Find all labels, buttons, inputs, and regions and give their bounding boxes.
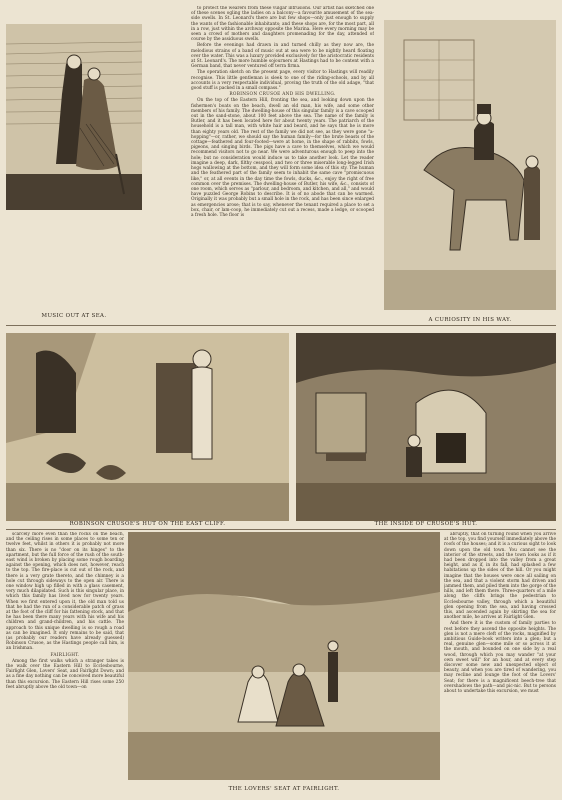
illustration-lovers-seat xyxy=(128,532,440,780)
caption-crusoe-hut: ROBINSON CRUSOE'S HUT ON THE EAST CLIFF. xyxy=(69,521,226,527)
divider-top xyxy=(6,325,556,326)
caption-inside-crusoe-hut: THE INSIDE OF CRUSOE'S HUT. xyxy=(374,521,478,527)
hut-exterior-engraving xyxy=(6,333,289,521)
caption-lovers-seat: THE LOVERS' SEAT AT FAIRLIGHT. xyxy=(228,786,340,792)
article-column-bottom-right xyxy=(444,532,556,798)
hut-interior-engraving xyxy=(296,333,556,521)
paragraph-riding-school: The operation sketch on the present page, every visitor to Hastings will readily recognise. This little gentleman is sleek to one of the riding-schools, and by all accounts is a very respectable individual, proving the truth of the old adage, "that good stuff is packed in a small compass." xyxy=(191,70,374,92)
illustration-inside-crusoe-hut xyxy=(296,333,556,521)
paragraph-eastern-hill: On the top of the Eastern Hill, fronting the sea, and looking down upon the fishermen's boats on the beach, dwell an old man, his wife, and some other members of his family. The dwelling-house of this singular family is a cave scooped out in the sand-stone, about 100 feet above the sea. The name of the family is Butler, and it has been located here for about twenty years. The patriarch of the household is a tall man, with white hair and beard, and he says that he is more than eighty years old. The rest of the family we did not see, as they were gone "a-hopping"—or, rather, we should say the human family—for the brute beasts of the cottage—feathered and four-footed—were at home, in the shape of rabbits, fowls, pigeons, and singing birds. The pigs have a cave to themselves, which we would recommend visitors not to go near. We were adventurous enough to peep into the hole; but no consideration would induce us to take another look. Let the reader imagine a deep, dark, filthy cesspool, and two or three miserable long-legged Irish hogs wallowing at the bottom, and they will form some idea of this sty. The human and the feathered part of the family seem to inhabit the same cave "promiscuous like," or, at all events in the day time the fowls, ducks, &c., enjoy the right of free common over the premises. The dwelling-house of Butler, his wife, &c., consists of one room, which serves as "parlour, and bedroom, and kitchen, and all," and would have puzzled George Robins to describe. It is of no abode that can be warmed. Originally it was probably but a small hole in the rock, and has been since enlarged as emergencies arose; that is to say, whenever the tenant required a place to set a box, chair, or lam-coop, he immediately cut out a recess, made a ledge, or scooped a fresh hole. The floor is xyxy=(191,98,374,218)
paragraph-glen: And there it is the custom of family parties to rest before they ascend the opposite heights. The glen is not a mere cleft of the rocks, magnified by ambitious Guide-book writers into a glen; but a real, genuine glen—some mile or so across it at the mouth, and bounded on one side by a real wood, through which you may wander "at your own sweet will" for an hour, and at every step discover some new and unexpected object of beauty, and when you are tired of wandering, you may recline and lounge the foot of the Lovers' Seat; for there is a magnificent beech-tree that overshadows the path—and pic-nic. But to persons about to undertake this excursion, we must xyxy=(444,621,556,695)
caption-music-out-at-sea: MUSIC OUT AT SEA. xyxy=(41,313,107,319)
illustration-curiosity-in-his-way xyxy=(384,20,556,310)
lovers-seat-engraving xyxy=(128,532,440,780)
paragraph-walks: Among the first walks which a stranger takes is the walk over the Eastern Hill to Ecclesbourne, Fairlight Glen, Lovers' Seat, and Fairlight Down; and as a fine day nothing can be conceived more beautiful than this excursion. The Eastern Hill rises some 250 feet abruptly above the old town—on xyxy=(6,658,124,690)
subhead-robinson-crusoe: ROBINSON CRUSOE AND HIS DWELLING. xyxy=(229,92,336,98)
illustration-music-out-at-sea xyxy=(6,24,142,210)
curiosity-scene-engraving xyxy=(384,20,556,310)
music-scene-engraving xyxy=(6,24,142,210)
paragraph-floor: scarcely more even than the rocks on the beach, and the ceiling rises in some places to some ten or twelve feet, whilst in others it is probably not more than six. There is no "door on its hinges" to the apartment, but the full force of the rush of the south-east wind is broken by placing some rough boarding against the opening, which does not, however, reach to the top. The fire-place is cut out of the rock, and there is a very grate thereto, and the chimney is a hole cut through sideways to the open air. There is one window high up filled in with a glass casement, very much dilapidated. Such is this singular place, in which this family has lived now for twenty years. When we first entered upon it, the old man told us that he had the run of a considerable patch of grass at the foot of the cliff for his fattening stock, and that he has been there many years with his wife and his children and grand-children, and his cattle. The approach to this unique dwelling is so rough a road as can be imagined. It only remains to be said, that (as probably our readers have already guessed) Robinson Crusoe, as the Hastings people call him, is an Irishman. xyxy=(6,532,124,652)
article-column-top xyxy=(191,6,374,346)
caption-curiosity-in-his-way: A CURIOSITY IN HIS WAY. xyxy=(428,317,512,323)
subhead-fairlight: FAIRLIGHT. xyxy=(50,652,80,658)
paragraph-band: Before the evenings had drawn in and turned chilly as they now are, the melodious strains of a band of music out at sea were to be nightly heard floating over the water. This was a luxury provided exclusively for the aristocratic residents at St. Leonard's. The more humble sojourners at Hastings had to be content with a German band, that never ventured off terra firma. xyxy=(191,43,374,70)
divider-middle xyxy=(6,529,556,530)
paragraph-old-town: abruptly, that on turning round when you arrive at the top, you find yourself immediately above the roofs of the houses; and it is a curious sight to look down upon the old town. You cannot see the interior of the streets, and the town looks as if it had been dropped into the valley from a great height, and as if, in its fall, had splashed a few habitations up the sides of the hill. Or you might imagine that the houses were once all sailing on the sea, and that a violent storm had driven and jammed them, and piled them into the gorge of the hills, and left them there. Three-quarters of a mile along the cliffs brings the pedestrian to Ecclesbourne valley, through which a beautiful glen opening from the sea, and having crossed this, and ascended again by skirting the sea for another mile, he arrives at Fairlight Glen. xyxy=(444,532,556,621)
paragraph-balcony: to protect the wearers from these vulgar intrusions. Our artist has sketched one of these scenes ogling the ladies on a balcony—a favourite amusement of the sea-side swells. In St. Leonard's there are but few shops—only just enough to supply the wants of the fashionable inhabitants; and these shops are, for the most part, all in a row, just within the archway opposite the Marina. Here every morning may be seen a crowd of mothers and daughters promenading for the day, attended of course by the assiduous swells. xyxy=(191,6,374,43)
article-column-bottom-left xyxy=(6,532,124,798)
illustration-crusoe-hut-east-cliff xyxy=(6,333,289,521)
